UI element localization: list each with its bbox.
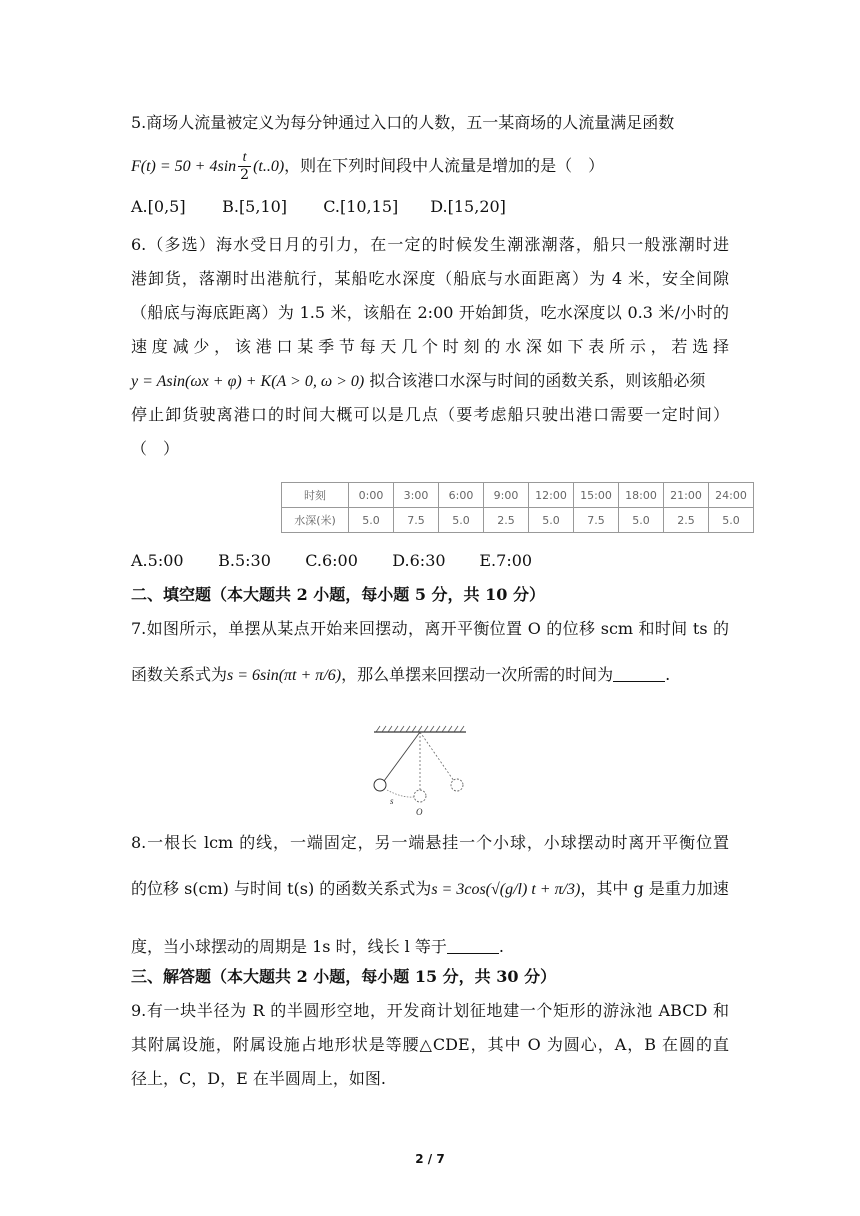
q7-answer-blank[interactable] bbox=[613, 665, 665, 682]
q9-line-1: 9.有一块半径为 R 的半圆形空地，开发商计划征地建一个矩形的游泳池 ABCD 和 bbox=[131, 1001, 729, 1020]
depth-cell: 7.5 bbox=[394, 508, 439, 533]
depth-cell: 5.0 bbox=[619, 508, 664, 533]
time-cell: 12:00 bbox=[529, 483, 574, 508]
q6-option-b: B.5:30 bbox=[218, 551, 271, 570]
q6-line-5-text: 拟合该港口水深与时间的函数关系，则该船必须 bbox=[364, 371, 706, 390]
q6-line-1: 6.（多选）海水受日月的引力，在一定的时候发生潮涨潮落，船只一般涨潮时进 bbox=[131, 235, 729, 254]
q8-line-3 bbox=[131, 936, 504, 958]
q5-line-1: 5.商场人流量被定义为每分钟通过入口的人数，五一某商场的人流量满足函数 bbox=[131, 113, 675, 132]
q5-options bbox=[131, 196, 506, 218]
q7-line-1: 7.如图所示，单摆从某点开始来回摆动，离开平衡位置 O 的位移 scm 和时间 ts 的 bbox=[131, 619, 729, 638]
tide-table bbox=[281, 482, 754, 533]
q6-option-c: C.6:00 bbox=[305, 551, 358, 570]
q7-line-2 bbox=[131, 664, 670, 687]
q6-option-a: A.5:00 bbox=[131, 551, 184, 570]
q9-line-3: 径上，C，D，E 在半圆周上，如图. bbox=[131, 1069, 386, 1088]
label-o: O bbox=[416, 807, 423, 817]
time-cell: 3:00 bbox=[394, 483, 439, 508]
q6-line-3: （船底与海底距离）为 1.5 米，该船在 2:00 开始卸货，吃水深度以 0.3 米/小时的 bbox=[131, 303, 729, 322]
label-s: s bbox=[390, 796, 394, 806]
q6-option-d: D.6:30 bbox=[392, 551, 446, 570]
pendulum-string bbox=[384, 732, 420, 781]
time-cell: 18:00 bbox=[619, 483, 664, 508]
q5-frac-num: t bbox=[238, 150, 251, 167]
q7-formula: s = 6sin(πt + π/6) bbox=[227, 667, 342, 684]
q5-fraction bbox=[238, 150, 251, 183]
depth-cell: 7.5 bbox=[574, 508, 619, 533]
q8-line-2 bbox=[131, 878, 729, 901]
time-cell: 0:00 bbox=[349, 483, 394, 508]
q8-formula: s = 3cos(√(g/l) t + π/3) bbox=[431, 881, 581, 898]
q8-answer-blank[interactable] bbox=[447, 937, 499, 954]
depth-cell: 5.0 bbox=[709, 508, 754, 533]
section-3-heading: 三、解答题（本大题共 2 小题，每小题 15 分，共 30 分） bbox=[131, 967, 557, 986]
time-cell: 6:00 bbox=[439, 483, 484, 508]
table-row bbox=[282, 508, 754, 533]
q5-formula-left: F(t) = 50 + 4sin bbox=[131, 158, 237, 175]
depth-cell: 2.5 bbox=[664, 508, 709, 533]
swing-line-right bbox=[420, 732, 454, 781]
q6-line-2: 港卸货，落潮时出港航行，某船吃水深度（船底与水面距离）为 4 米，安全间隙 bbox=[131, 269, 729, 288]
time-label: 时刻 bbox=[282, 483, 349, 508]
bob-right bbox=[451, 779, 463, 791]
time-cell: 21:00 bbox=[664, 483, 709, 508]
section-2-heading: 二、填空题（本大题共 2 小题，每小题 5 分，共 10 分） bbox=[131, 585, 545, 604]
q5-line-2-tail: ，则在下列时间段中人流量是增加的是（ ） bbox=[284, 156, 605, 175]
q6-option-e: E.7:00 bbox=[479, 551, 533, 570]
q5-option-c: C.[10,15] bbox=[323, 197, 399, 216]
bob-center bbox=[414, 790, 426, 802]
q5-formula-right: (t..0) bbox=[253, 158, 285, 175]
q8-line-3-text: 度，当小球摆动的周期是 1s 时，线长 l 等于 bbox=[131, 937, 447, 956]
q5-option-d: D.[15,20] bbox=[430, 197, 506, 216]
ceiling-hatch bbox=[376, 726, 464, 732]
depth-label: 水深(米) bbox=[282, 508, 349, 533]
q6-line-5 bbox=[131, 370, 705, 393]
q6-line-7: （ ） bbox=[131, 439, 180, 458]
q8-line-2-post: ，其中 g 是重力加速 bbox=[580, 879, 729, 898]
page-number: 2 / 7 bbox=[415, 1152, 445, 1166]
q5-option-a: A.[0,5] bbox=[131, 197, 186, 216]
depth-cell: 2.5 bbox=[484, 508, 529, 533]
q7-line-2-post: ，那么单摆来回摆动一次所需的时间为 bbox=[341, 665, 614, 684]
q8-line-2-pre: 的位移 s(cm) 与时间 t(s) 的函数关系式为 bbox=[131, 879, 432, 898]
time-cell: 15:00 bbox=[574, 483, 619, 508]
q5-frac-den: 2 bbox=[240, 167, 250, 183]
q5-option-b: B.[5,10] bbox=[222, 197, 288, 216]
q8-end: . bbox=[498, 937, 504, 956]
q9-line-2: 其附属设施，附属设施占地形状是等腰△CDE，其中 O 为圆心，A，B 在圆的直 bbox=[131, 1035, 729, 1054]
time-cell: 9:00 bbox=[484, 483, 529, 508]
q6-line-4: 速度减少，该港口某季节每天几个时刻的水深如下表所示，若选择 bbox=[131, 337, 729, 356]
pendulum-figure bbox=[370, 720, 470, 820]
time-cell: 24:00 bbox=[709, 483, 754, 508]
q5-line-2 bbox=[131, 150, 604, 183]
q6-formula: y = Asin(ωx + φ) + K(A > 0, ω > 0) bbox=[131, 373, 365, 390]
table-row bbox=[282, 483, 754, 508]
q7-end: . bbox=[665, 665, 671, 684]
depth-cell: 5.0 bbox=[349, 508, 394, 533]
bob-left bbox=[374, 779, 386, 791]
q6-line-6: 停止卸货驶离港口的时间大概可以是几点（要考虑船只驶出港口需要一定时间） bbox=[131, 405, 729, 424]
q8-line-1: 8.一根长 lcm 的线，一端固定，另一端悬挂一个小球，小球摆动时离开平衡位置 bbox=[131, 833, 729, 852]
q7-line-2-pre: 函数关系式为 bbox=[131, 665, 228, 684]
q6-options bbox=[131, 550, 532, 572]
depth-cell: 5.0 bbox=[439, 508, 484, 533]
depth-cell: 5.0 bbox=[529, 508, 574, 533]
